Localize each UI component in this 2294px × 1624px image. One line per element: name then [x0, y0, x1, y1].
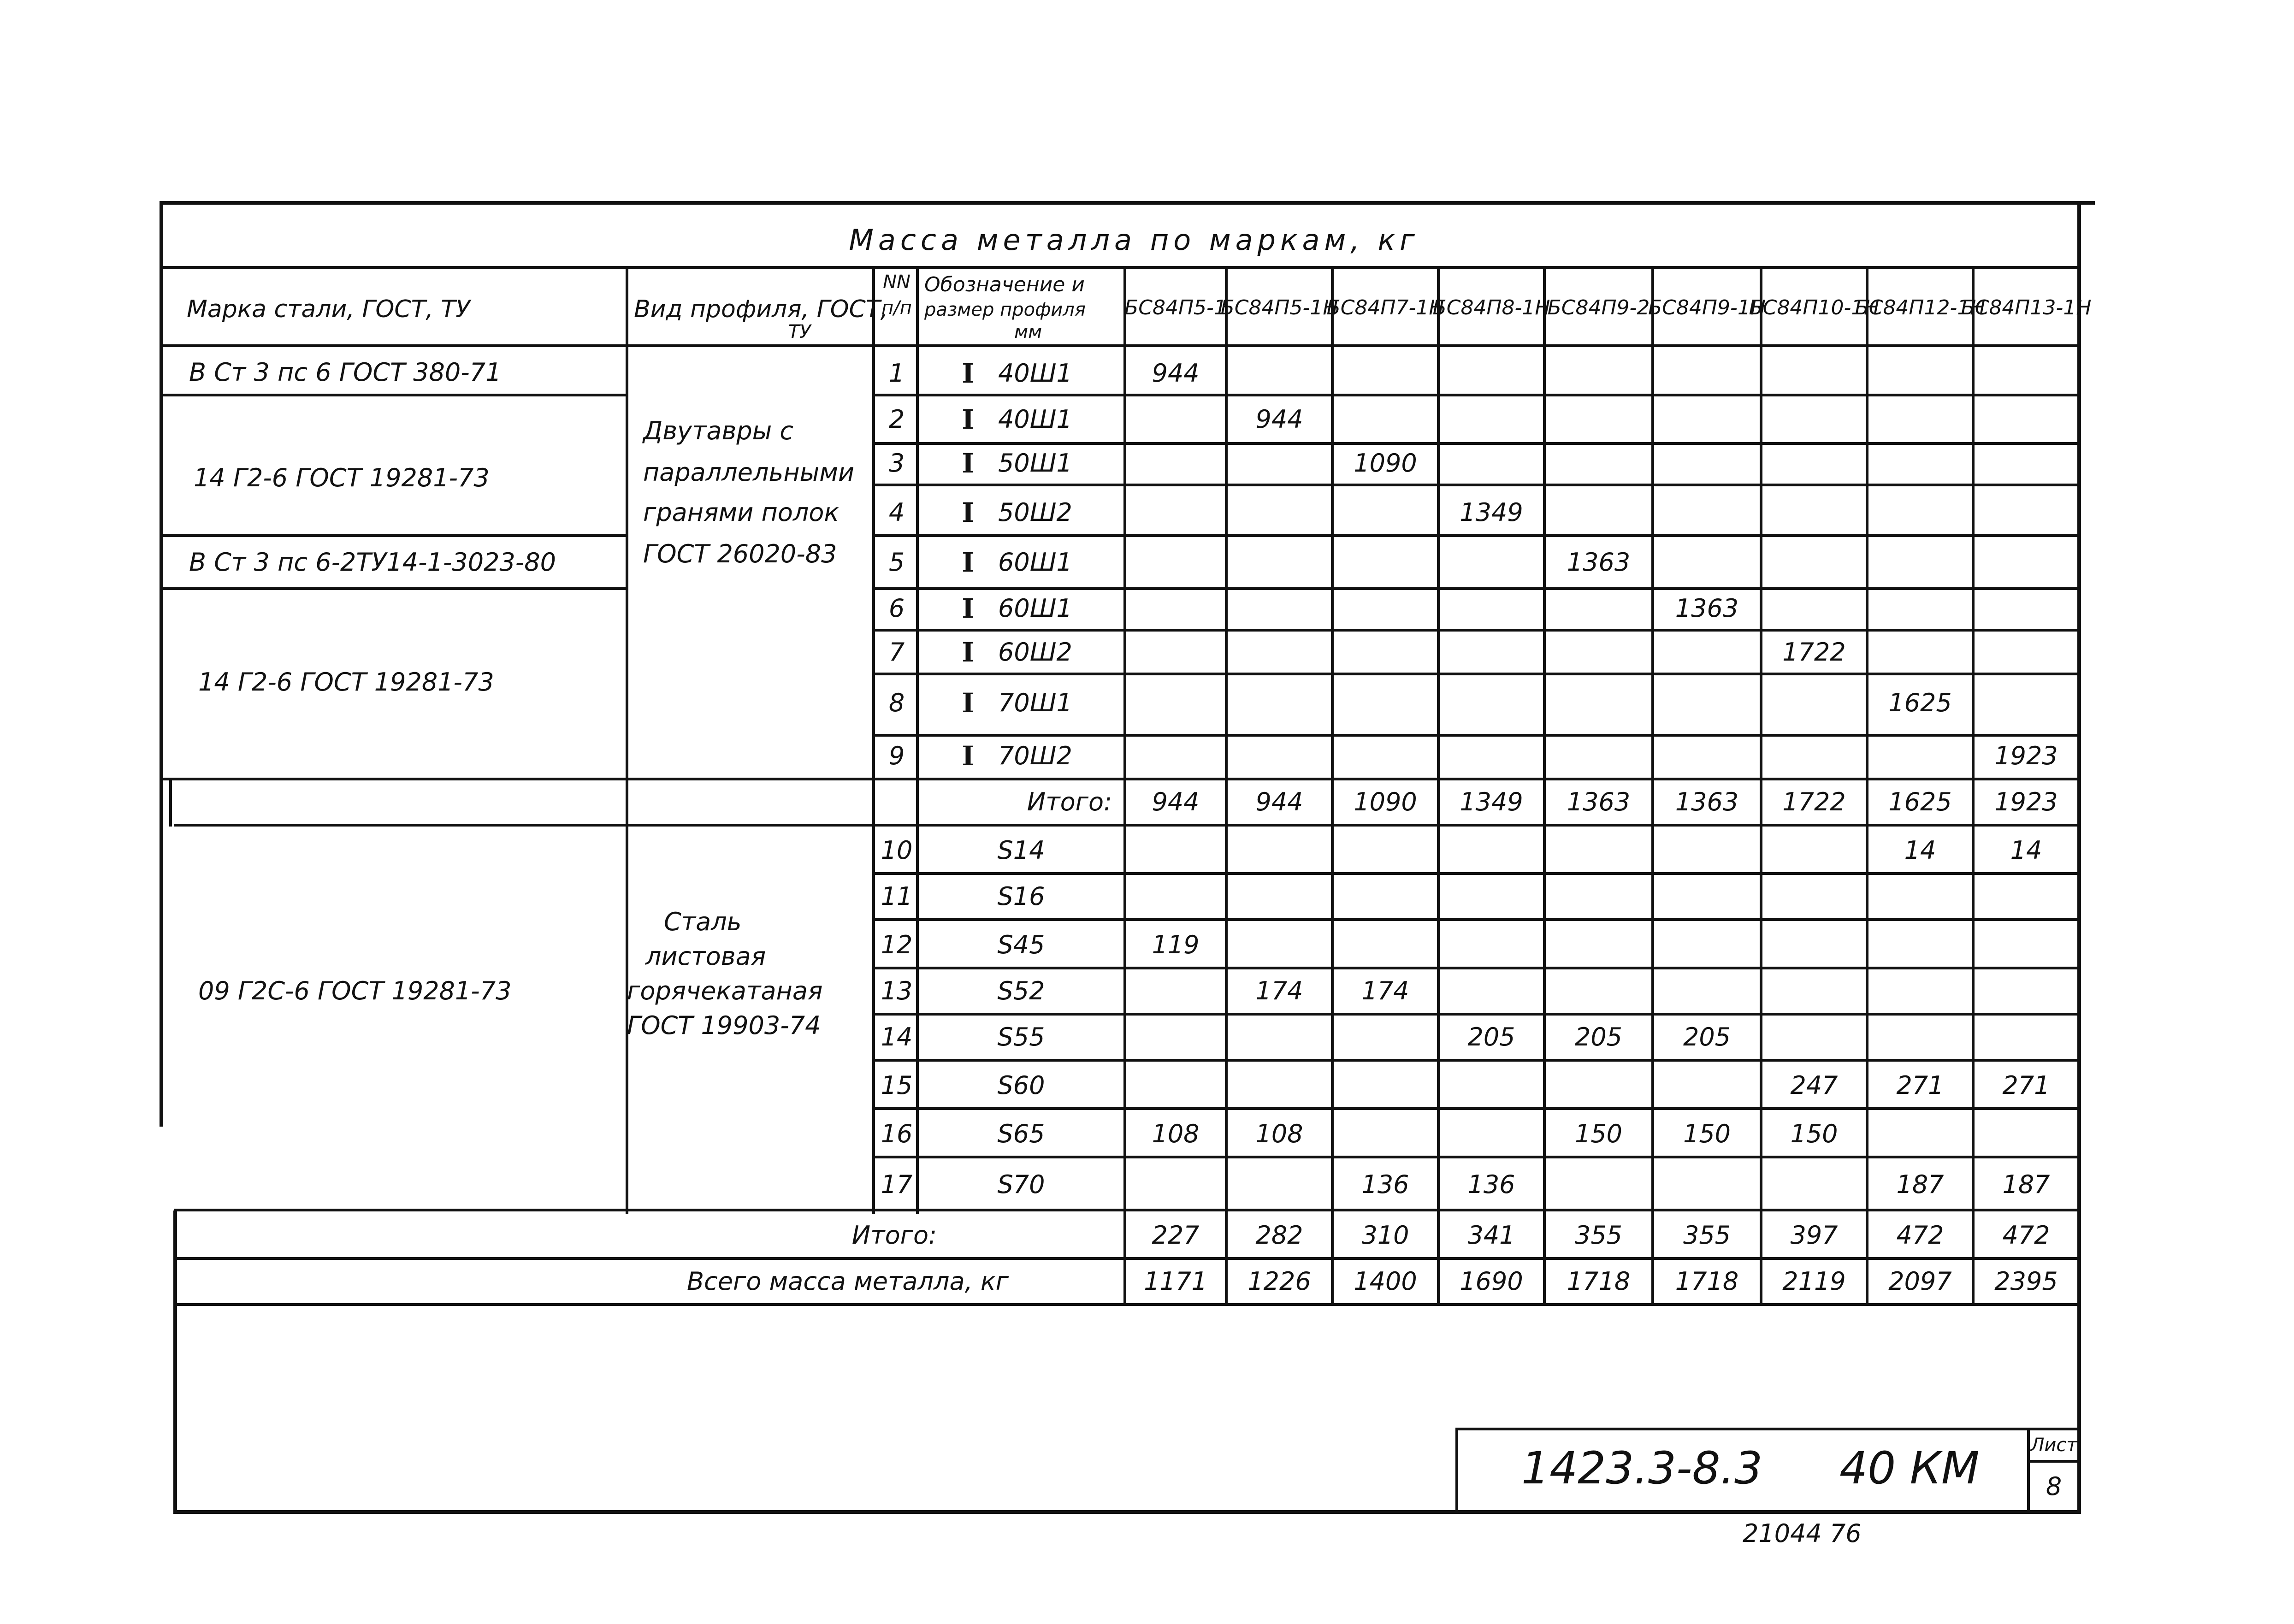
total-value: 1722: [1782, 787, 1846, 816]
brand-column-header: БС84П7-1Н: [1326, 296, 1444, 319]
beam-icon: I: [962, 547, 975, 578]
grand-total-value: 2395: [1994, 1267, 2058, 1296]
mass-value: 271: [2002, 1071, 2050, 1100]
brand-column-header: БС84П12-1Н: [1855, 296, 1986, 319]
mass-value: 205: [1574, 1022, 1623, 1051]
grand-total-value: 1718: [1567, 1267, 1631, 1296]
row-number: 1: [888, 359, 905, 388]
header-num-2: п/п: [881, 297, 912, 319]
profile-size: S45: [997, 930, 1045, 959]
profile-size: 50Ш2: [998, 498, 1072, 527]
header-profile-type: Вид профиля, ГОСТ,: [634, 295, 888, 323]
total-value: 310: [1361, 1221, 1409, 1250]
total-value: 282: [1255, 1221, 1303, 1250]
beam-icon: I: [962, 637, 975, 668]
profile-size: 40Ш1: [998, 405, 1072, 434]
inventory-number: 21044 76: [1743, 1519, 1862, 1548]
steel-grade: 09 Г2С-6 ГОСТ 19281-73: [198, 976, 512, 1005]
mass-value: 271: [1896, 1071, 1944, 1100]
row-number: 4: [888, 498, 905, 527]
profile-size: 60Ш1: [998, 548, 1072, 577]
grand-total-label: Всего масса металла, кг: [687, 1267, 1009, 1296]
steel-grade: 14 Г2-6 ГОСТ 19281-73: [194, 463, 490, 492]
mass-value: 150: [1574, 1119, 1623, 1148]
grand-total-value: 2097: [1888, 1267, 1952, 1296]
row-number: 3: [888, 449, 905, 478]
beam-icon: I: [962, 740, 975, 772]
profile-size: 60Ш1: [998, 594, 1072, 623]
profile-size: S55: [997, 1022, 1045, 1051]
profile-description: горячекатаная: [627, 976, 823, 1005]
grand-total-value: 1400: [1354, 1267, 1417, 1296]
mass-value: 247: [1790, 1071, 1838, 1100]
mass-value: 1363: [1567, 548, 1631, 577]
mass-value: 136: [1467, 1170, 1515, 1199]
mass-value: 136: [1361, 1170, 1409, 1199]
row-number: 6: [888, 594, 905, 623]
mass-value: 150: [1683, 1119, 1731, 1148]
row-number: 17: [881, 1170, 913, 1199]
table-title: Масса металла по маркам, кг: [849, 223, 1419, 257]
mass-value: 205: [1683, 1022, 1731, 1051]
total-value: 944: [1255, 787, 1303, 816]
beam-icon: I: [962, 448, 975, 479]
total-value: 355: [1574, 1221, 1623, 1250]
profile-size: 70Ш1: [998, 688, 1072, 717]
profile-size: 70Ш2: [998, 741, 1072, 770]
header-designation-2: размер профиля: [924, 299, 1086, 320]
total-value: 472: [2002, 1221, 2050, 1250]
profile-size: S16: [997, 882, 1045, 911]
steel-grade: В Ст 3 пс 6 ГОСТ 380-71: [189, 358, 502, 387]
profile-size: 40Ш1: [998, 359, 1072, 388]
total-value: 341: [1467, 1221, 1515, 1250]
sheet-label: Лист: [2030, 1435, 2077, 1456]
total-value: 1363: [1567, 787, 1631, 816]
total-value: 1090: [1354, 787, 1417, 816]
beam-icon: I: [962, 497, 975, 528]
profile-size: S65: [997, 1119, 1045, 1148]
profile-description: ГОСТ 19903-74: [627, 1011, 821, 1040]
row-number: 15: [881, 1071, 913, 1100]
mass-value: 1625: [1888, 688, 1952, 717]
brand-column-header: БС84П13-1Н: [1961, 296, 2092, 319]
profile-size: S52: [997, 976, 1045, 1005]
profile-size: 50Ш1: [998, 449, 1072, 478]
grand-total-value: 2119: [1782, 1267, 1846, 1296]
grand-total-value: 1226: [1248, 1267, 1311, 1296]
total-value: 472: [1896, 1221, 1944, 1250]
row-number: 5: [888, 548, 905, 577]
mass-value: 1923: [1994, 741, 2058, 770]
total-label: Итого:: [851, 1221, 937, 1250]
profile-size: 60Ш2: [998, 638, 1072, 667]
mass-value: 205: [1467, 1022, 1515, 1051]
mass-value: 119: [1152, 930, 1200, 959]
total-value: 1363: [1675, 787, 1739, 816]
total-value: 1349: [1460, 787, 1523, 816]
total-value: 1923: [1994, 787, 2058, 816]
beam-icon: I: [962, 687, 975, 719]
header-designation-3: мм: [1014, 321, 1042, 343]
mass-value: 14: [2010, 836, 2042, 865]
total-label: Итого:: [1027, 787, 1112, 816]
profile-size: S70: [997, 1170, 1045, 1199]
header-steel-grade: Марка стали, ГОСТ, ТУ: [187, 295, 470, 323]
row-number: 8: [888, 688, 905, 717]
mass-value: 108: [1152, 1119, 1200, 1148]
grand-total-value: 1718: [1675, 1267, 1739, 1296]
row-number: 9: [888, 741, 905, 770]
mass-value: 150: [1790, 1119, 1838, 1148]
total-value: 397: [1790, 1221, 1838, 1250]
beam-icon: I: [962, 358, 975, 389]
grand-total-value: 1171: [1144, 1267, 1207, 1296]
profile-description: Сталь: [664, 907, 742, 936]
header-designation: Обозначение и: [924, 273, 1085, 296]
profile-description: листовая: [645, 942, 766, 971]
header-num: NN: [883, 272, 911, 293]
profile-description: Двутавры с: [643, 416, 794, 445]
profile-size: S60: [997, 1071, 1045, 1100]
row-number: 12: [881, 930, 913, 959]
total-value: 355: [1683, 1221, 1731, 1250]
grand-total-value: 1690: [1460, 1267, 1523, 1296]
profile-description: гранями полок: [643, 498, 840, 527]
row-number: 14: [881, 1022, 913, 1051]
sheet-number: 8: [2046, 1472, 2062, 1501]
brand-column-header: БС84П9-2: [1547, 296, 1650, 319]
mass-value: 174: [1361, 976, 1409, 1005]
total-value: 944: [1152, 787, 1200, 816]
mass-value: 187: [2002, 1170, 2050, 1199]
document-mark: 40 КМ: [1839, 1442, 1980, 1494]
beam-icon: I: [962, 404, 975, 435]
profile-size: S14: [997, 836, 1045, 865]
mass-value: 108: [1255, 1119, 1303, 1148]
brand-column-header: БС84П8-1Н: [1432, 296, 1550, 319]
mass-value: 1722: [1782, 638, 1846, 667]
total-value: 1625: [1888, 787, 1952, 816]
mass-value: 1363: [1675, 594, 1739, 623]
row-number: 11: [881, 882, 913, 911]
profile-description: параллельными: [643, 458, 855, 487]
steel-grade: В Ст 3 пс 6-2ТУ14-1-3023-80: [189, 548, 556, 577]
row-number: 16: [881, 1119, 913, 1148]
mass-value: 1090: [1354, 449, 1417, 478]
brand-column-header: БС84П10-1Н: [1749, 296, 1880, 319]
brand-column-header: БС84П5-1: [1124, 296, 1227, 319]
mass-value: 944: [1255, 405, 1303, 434]
row-number: 2: [888, 405, 905, 434]
brand-column-header: БС84П9-1Н: [1648, 296, 1766, 319]
profile-description: ГОСТ 26020-83: [643, 539, 837, 568]
brand-column-header: БС84П5-1Н: [1220, 296, 1338, 319]
row-number: 10: [881, 836, 913, 865]
mass-value: 14: [1904, 836, 1936, 865]
mass-value: 944: [1152, 359, 1200, 388]
steel-grade: 14 Г2-6 ГОСТ 19281-73: [198, 667, 494, 697]
total-value: 227: [1152, 1221, 1200, 1250]
mass-value: 1349: [1460, 498, 1523, 527]
mass-value: 187: [1896, 1170, 1944, 1199]
beam-icon: I: [962, 593, 975, 624]
row-number: 13: [881, 976, 913, 1005]
mass-value: 174: [1255, 976, 1303, 1005]
row-number: 7: [888, 638, 905, 667]
document-code: 1423.3-8.3: [1521, 1442, 1763, 1494]
header-profile-type-2: ТУ: [788, 321, 811, 343]
